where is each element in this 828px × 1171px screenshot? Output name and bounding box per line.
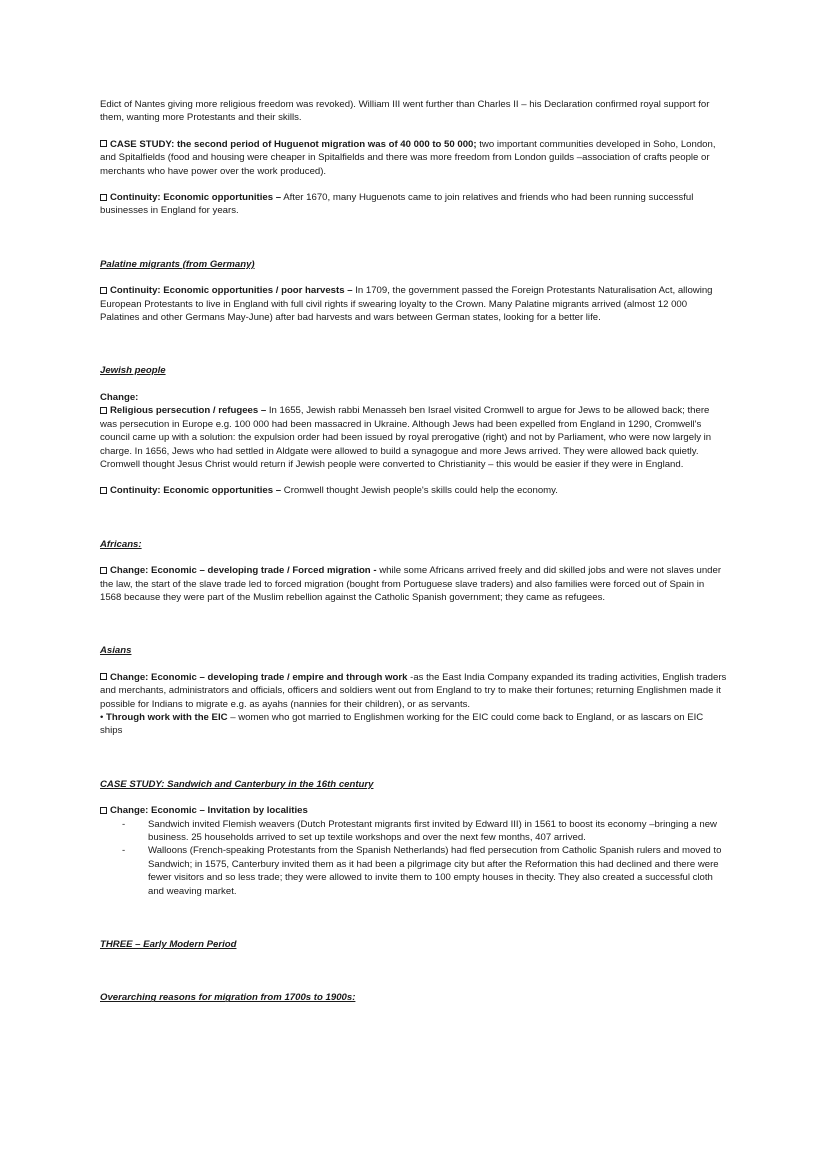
checkbox-icon	[100, 287, 107, 294]
asians-heading: Asians	[100, 645, 132, 657]
jewish-continuity-label: Continuity: Economic opportunities –	[110, 485, 282, 497]
jewish-persecution-text: In 1655, Jewish rabbi Menasseh ben Israel visited Cromwell to argue for Jews to be allowed back; there was persecution in Europe e.g. 100 000 had been massacred in Ukraine. Although Jews had been expelled from England in 1290, Cromwell's council came up with a solution: the expulsion order had been issued by royal prerogative (right) and not by Parliament, who were now largely in charge. In 1656, Jews who had settled in Aldgate were allowed to build a synagogue and more Jews arrived. They were allowed back quietly. Cromwell thought Jesus Christ would return if Jewish people were converted to Christianity – this would be easier if they were in England.	[100, 405, 712, 470]
africans-label: Change: Economic – developing trade / Forced migration -	[110, 565, 377, 577]
asians-eic-paragraph	[100, 711, 728, 738]
checkbox-icon	[100, 567, 107, 574]
jewish-heading: Jewish people	[100, 365, 166, 377]
huguenot-case-study-label: CASE STUDY: the second period of Huguenot migration was of 40 000 to 50 000;	[110, 138, 477, 150]
huguenot-case-study-paragraph	[100, 138, 728, 178]
asians-label: Change: Economic – developing trade / empire and through work	[110, 671, 408, 683]
africans-paragraph	[100, 564, 728, 604]
list-item	[100, 844, 728, 898]
asians-eic-label: Through work with the EIC	[106, 711, 228, 723]
huguenot-case-study-text: two important communities developed in Soho, London, and Spitalfields (food and housing were cheaper in Spitalfields and there was more freedom from London guilds –association of crafts people or merchants who have power over the work produced).	[100, 138, 716, 177]
list-item-text: Walloons (French-speaking Protestants from the Spanish Netherlands) had fled persecution from Catholic Spanish rulers and moved to Sandwich; in 1575, Canterbury invited them as it had been a pilgrimage city but after the Reformation this had declined and there were fewer visitors and so less trade; they were allowed to invite them to 100 empty houses in thecity. They also created a successful cloth and weaving market.	[148, 845, 722, 897]
jewish-continuity-text: Cromwell thought Jewish people's skills could help the economy.	[281, 485, 558, 497]
africans-text: while some Africans arrived freely and did skilled jobs and were not slaves under the law, the start of the slave trade led to forced migration (bought from Portuguese slave traders) and also families were forced out of Spain in 1568 because they were part of the Muslim rebellion against the Catholic Spanish government; they came as refugees.	[100, 565, 722, 603]
checkbox-icon	[100, 673, 107, 680]
asians-eic-text: – women who got married to Englishmen working for the EIC could come back to England, or as lascars on EIC ships	[100, 711, 704, 737]
palatine-label: Continuity: Economic opportunities / poor harvests –	[110, 285, 353, 297]
bullet-icon: •	[100, 711, 104, 723]
jewish-persecution-label: Religious persecution / refugees –	[110, 405, 267, 417]
huguenot-continuity-text: After 1670, many Huguenots came to join relatives and friends who had been running successful businesses in England for years.	[100, 192, 694, 217]
palatine-paragraph	[100, 284, 728, 324]
checkbox-icon	[100, 807, 107, 814]
document-page	[100, 98, 728, 1005]
sandwich-heading: CASE STUDY: Sandwich and Canterbury in the 16th century	[100, 778, 374, 790]
checkbox-icon	[100, 487, 107, 494]
overarching-heading: Overarching reasons for migration from 1700s to 1900s:	[100, 992, 356, 1004]
africans-heading: Africans:	[100, 538, 142, 550]
jewish-continuity-paragraph	[100, 484, 728, 497]
checkbox-icon	[100, 140, 107, 147]
huguenot-continuity-label: Continuity: Economic opportunities –	[110, 192, 282, 204]
list-item-text: Sandwich invited Flemish weavers (Dutch Protestant migrants first invited by Edward III) in 1561 to boost its economy –bringing a new business. 25 households arrived to set up textile workshops and over the next few months, 407 arrived.	[148, 818, 717, 843]
checkbox-icon	[100, 194, 107, 201]
dash-marker: -	[122, 845, 126, 857]
intro-paragraph: Edict of Nantes giving more religious freedom was revoked). William III went further than Charles II – his Declaration confirmed royal support for them, wanting more Protestants and their skills.	[100, 99, 710, 124]
asians-paragraph	[100, 671, 728, 711]
checkbox-icon	[100, 407, 107, 414]
section-three-heading: THREE – Early Modern Period	[100, 939, 237, 951]
huguenot-continuity-paragraph	[100, 191, 728, 218]
sandwich-label: Change: Economic – Invitation by localities	[110, 805, 308, 817]
sandwich-paragraph	[100, 804, 728, 817]
jewish-change-label: Change:	[100, 391, 139, 403]
asians-text: -as the East India Company expanded its trading activities, English traders and merchants, administrators and officials, officers and soldiers went out from England to try to make their fortunes; returning Englishmen made it possible for Indians to migrate e.g. as ayahs (nannies for their children), or as servants.	[100, 671, 727, 710]
dash-marker: -	[122, 818, 126, 830]
sandwich-list	[100, 818, 728, 898]
palatine-heading: Palatine migrants (from Germany)	[100, 258, 255, 270]
list-item	[100, 818, 728, 845]
palatine-text: In 1709, the government passed the Foreign Protestants Naturalisation Act, allowing European Protestants to live in England with full civil rights if swearing loyalty to the Crown. Many Palatine migrants arrived (almost 12 000 Palatines and other Germans May-June) after bad harvests and wars between German states, looking for a better life.	[100, 285, 713, 324]
jewish-persecution-paragraph	[100, 404, 728, 471]
